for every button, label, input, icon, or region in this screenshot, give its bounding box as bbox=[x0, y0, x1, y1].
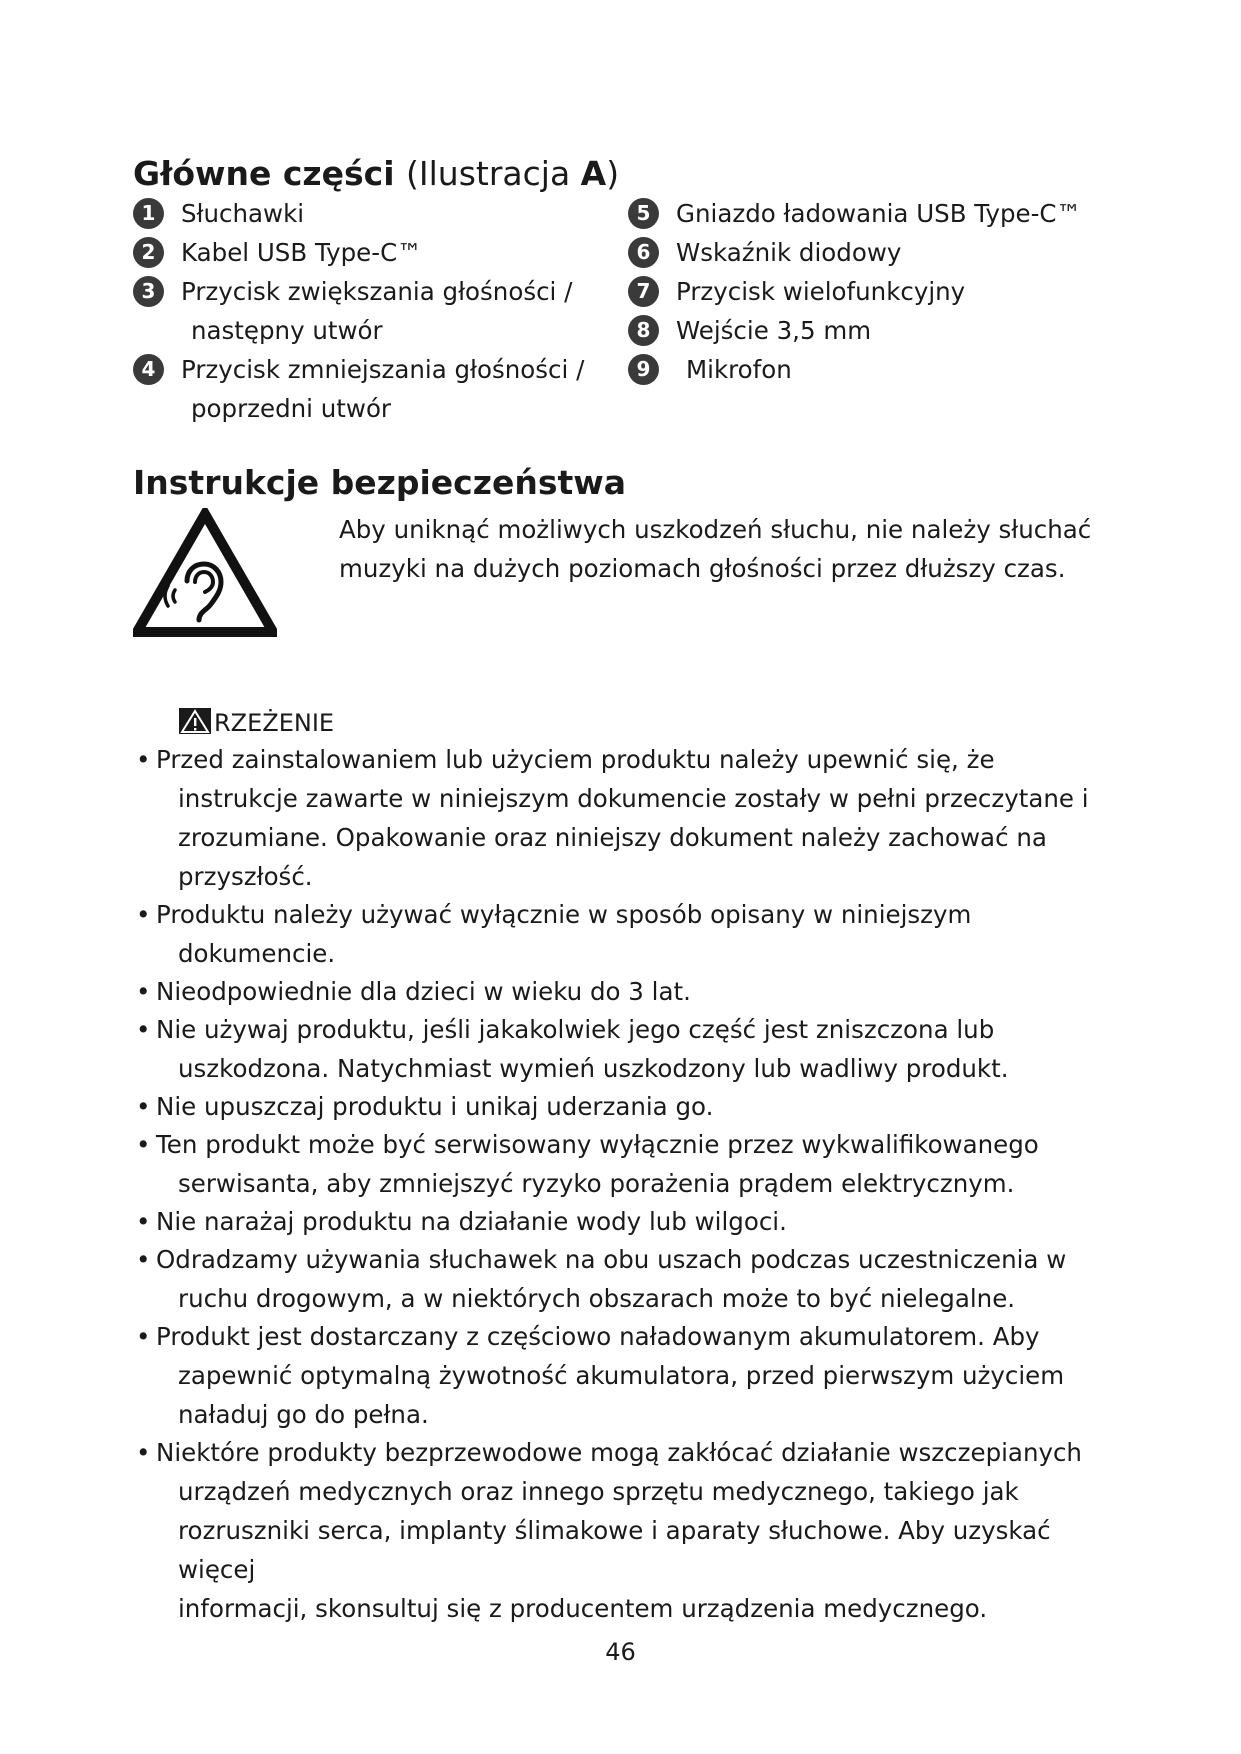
caution-icon bbox=[178, 707, 212, 735]
bullet-text: Nie narażaj produktu na działanie wody lub wilgoci. bbox=[156, 1207, 787, 1236]
list-item: • Nie upuszczaj produktu i unikaj uderzania go. bbox=[132, 1087, 1132, 1126]
bullet-text: Nieodpowiednie dla dzieci w wieku do 3 lat. bbox=[156, 977, 691, 1006]
part-number-badge: 3 bbox=[133, 276, 164, 307]
list-item: • Nie używaj produktu, jeśli jakakolwiek jego część jest zniszczona lub uszkodzona. Natychmiast wymień uszkodzony lub wadliwy produkt. bbox=[132, 1010, 1132, 1088]
list-item: • Niektóre produkty bezprzewodowe mogą zakłócać działanie wszczepianych urządzeń medycznych oraz innego sprzętu medycznego, takiego jak rozruszniki serca, implanty ślimakowe i aparaty słuchowe. Aby uzyskać więcej informacji, skonsultuj się z producentem urządzenia medycznego. bbox=[132, 1433, 1132, 1628]
parts-heading bbox=[133, 154, 619, 193]
bullet-text-continued: zapewnić optymalną żywotność akumulatora, przed pierwszym użyciem bbox=[178, 1361, 1065, 1390]
bullet-text: Odradzamy używania słuchawek na obu uszach podczas uczestniczenia w bbox=[156, 1245, 1067, 1274]
bullet-text: Produkt jest dostarczany z częściowo naładowanym akumulatorem. Aby bbox=[156, 1322, 1040, 1351]
part-item bbox=[628, 311, 1081, 350]
part-item bbox=[133, 233, 584, 272]
bullet-text: Niektóre produkty bezprzewodowe mogą zakłócać działanie wszczepianych bbox=[156, 1438, 1082, 1467]
bullet-text: Ten produkt może być serwisowany wyłącznie przez wykwalifikowanego bbox=[156, 1130, 1039, 1159]
part-number-badge: 8 bbox=[628, 315, 659, 346]
safety-heading bbox=[133, 463, 626, 502]
bullet-text-continued: dokumencie. bbox=[178, 939, 336, 968]
hearing-warning-text bbox=[339, 510, 1129, 588]
part-item bbox=[133, 194, 584, 233]
parts-heading-open: (Ilustracja bbox=[406, 154, 581, 193]
list-item: • Odradzamy używania słuchawek na obu uszach podczas uczestniczenia w ruchu drogowym, a w niektórych obszarach może to być nielegalne. bbox=[132, 1240, 1132, 1318]
part-number-badge: 6 bbox=[628, 237, 659, 268]
part-label: Przycisk zmniejszania głośności / bbox=[181, 355, 585, 384]
bullet-text-continued: instrukcje zawarte w niniejszym dokumencie zostały w pełni przeczytane i bbox=[178, 784, 1089, 813]
part-number-badge: 5 bbox=[628, 198, 659, 229]
bullet-text-continued: ruchu drogowym, a w niektórych obszarach może to być nielegalne. bbox=[178, 1284, 1016, 1313]
part-item bbox=[133, 350, 584, 428]
list-item: • Nieodpowiednie dla dzieci w wieku do 3 lat. bbox=[132, 972, 1132, 1011]
bullet-text: Nie używaj produktu, jeśli jakakolwiek jego część jest zniszczona lub bbox=[156, 1015, 995, 1044]
parts-list-right bbox=[628, 194, 1081, 389]
part-number-badge: 4 bbox=[133, 354, 164, 385]
list-item: • Produktu należy używać wyłącznie w sposób opisany w niniejszym dokumencie. bbox=[132, 895, 1132, 973]
part-label-continued: następny utwór bbox=[191, 316, 383, 345]
bullet-text: Przed zainstalowaniem lub użyciem produktu należy upewnić się, że bbox=[156, 745, 995, 774]
bullet-text-continued: urządzeń medycznych oraz innego sprzętu medycznego, takiego jak bbox=[178, 1477, 1019, 1506]
page-number: 46 bbox=[605, 1638, 636, 1666]
safety-bullet-list bbox=[132, 740, 1132, 1627]
bullet-text-continued: przyszłość. bbox=[178, 862, 313, 891]
list-item: • Przed zainstalowaniem lub użyciem produktu należy upewnić się, że instrukcje zawarte w niniejszym dokumencie zostały w pełni przeczytane i zrozumiane. Opakowanie oraz niniejszy dokument należy zachować na przyszłość. bbox=[132, 740, 1132, 896]
bullet-text-continued: naładuj go do pełna. bbox=[178, 1400, 429, 1429]
part-number-badge: 9 bbox=[628, 354, 659, 385]
list-item: • Nie narażaj produktu na działanie wody lub wilgoci. bbox=[132, 1202, 1132, 1241]
bullet-text-continued: serwisanta, aby zmniejszyć ryzyko porażenia prądem elektrycznym. bbox=[178, 1169, 1015, 1198]
part-item bbox=[628, 350, 1081, 389]
list-item: • Ten produkt może być serwisowany wyłącznie przez wykwalifikowanego serwisanta, aby zmniejszyć ryzyko porażenia prądem elektrycznym. bbox=[132, 1125, 1132, 1203]
bullet-text-continued: rozruszniki serca, implanty ślimakowe i aparaty słuchowe. Aby uzyskać więcej bbox=[178, 1516, 1051, 1584]
part-label: Przycisk zwiększania głośności / bbox=[181, 277, 573, 306]
parts-heading-letter: A bbox=[580, 154, 607, 193]
part-number-badge: 7 bbox=[628, 276, 659, 307]
hearing-warning-line: muzyki na dużych poziomach głośności przez dłuższy czas. bbox=[339, 554, 1066, 583]
part-label-continued: poprzedni utwór bbox=[191, 394, 392, 423]
bullet-text-continued: zrozumiane. Opakowanie oraz niniejszy dokument należy zachować na bbox=[178, 823, 1047, 852]
warning-title bbox=[178, 705, 334, 741]
part-number-badge: 2 bbox=[133, 237, 164, 268]
part-item bbox=[628, 194, 1081, 233]
bullet-text: Nie upuszczaj produktu i unikaj uderzania go. bbox=[156, 1092, 714, 1121]
part-item bbox=[628, 272, 1081, 311]
hearing-warning-icon bbox=[133, 508, 277, 638]
part-number-badge: 1 bbox=[133, 198, 164, 229]
part-label: Słuchawki bbox=[181, 199, 305, 228]
part-label: Wejście 3,5 mm bbox=[676, 316, 872, 345]
part-label: Wskaźnik diodowy bbox=[676, 238, 902, 267]
bullet-text-continued: uszkodzona. Natychmiast wymień uszkodzony lub wadliwy produkt. bbox=[178, 1054, 1009, 1083]
parts-list-left bbox=[133, 194, 584, 428]
warning-title-text: RZEŻENIE bbox=[214, 709, 335, 737]
safety-heading-text: Instrukcje bezpieczeństwa bbox=[133, 463, 626, 502]
parts-heading-close: ) bbox=[606, 154, 620, 193]
hearing-warning-line: Aby uniknąć możliwych uszkodzeń słuchu, nie należy słuchać bbox=[339, 515, 1092, 544]
bullet-text-continued: informacji, skonsultuj się z producentem urządzenia medycznego. bbox=[178, 1594, 988, 1623]
part-label: Przycisk wielofunkcyjny bbox=[676, 277, 966, 306]
bullet-text: Produktu należy używać wyłącznie w sposób opisany w niniejszym bbox=[156, 900, 972, 929]
part-item bbox=[133, 272, 584, 350]
part-item bbox=[628, 233, 1081, 272]
part-label: Kabel USB Type-C™ bbox=[181, 238, 422, 267]
list-item: • Produkt jest dostarczany z częściowo naładowanym akumulatorem. Aby zapewnić optymalną żywotność akumulatora, przed pierwszym użyciem naładuj go do pełna. bbox=[132, 1317, 1132, 1434]
part-label: Mikrofon bbox=[686, 355, 792, 384]
part-label: Gniazdo ładowania USB Type-C™ bbox=[676, 199, 1082, 228]
parts-heading-bold: Główne części bbox=[133, 154, 395, 193]
